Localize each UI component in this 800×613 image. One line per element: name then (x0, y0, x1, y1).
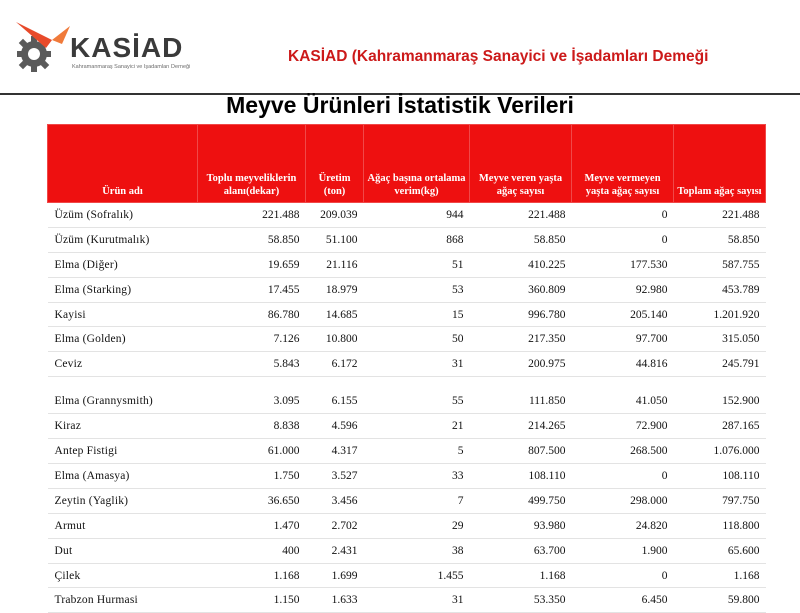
product-name-cell: Ceviz (48, 352, 198, 377)
value-cell: 31 (364, 352, 470, 377)
logo-tagline: Kahramanmaraş Sanayici ve İşadamları Derneği (72, 64, 191, 70)
page-title (0, 92, 800, 119)
value-cell: 53.350 (470, 588, 572, 613)
table-row (48, 377, 766, 414)
value-cell: 41.050 (572, 377, 674, 414)
value-cell: 1.150 (198, 588, 306, 613)
value-cell: 287.165 (674, 414, 766, 439)
value-cell: 86.780 (198, 302, 306, 327)
value-cell: 53 (364, 277, 470, 302)
value-cell: 3.527 (306, 464, 364, 489)
value-cell: 51.100 (306, 227, 364, 252)
table-row (48, 277, 766, 302)
table-row (48, 252, 766, 277)
value-cell: 360.809 (470, 277, 572, 302)
table-row (48, 302, 766, 327)
page-header (0, 0, 800, 93)
value-cell: 1.470 (198, 513, 306, 538)
value-cell: 1.699 (306, 563, 364, 588)
value-cell: 944 (364, 203, 470, 228)
value-cell: 17.455 (198, 277, 306, 302)
value-cell: 1.455 (364, 563, 470, 588)
value-cell: 58.850 (470, 227, 572, 252)
column-header-3: Ağaç başına ortalama verim(kg) (364, 125, 470, 203)
value-cell: 298.000 (572, 488, 674, 513)
product-name-cell: Çilek (48, 563, 198, 588)
value-cell: 0 (572, 203, 674, 228)
value-cell: 6.450 (572, 588, 674, 613)
value-cell: 58.850 (674, 227, 766, 252)
product-name-cell: Elma (Starking) (48, 277, 198, 302)
value-cell: 268.500 (572, 439, 674, 464)
data-table (47, 124, 766, 613)
table-row (48, 327, 766, 352)
table-row (48, 488, 766, 513)
value-cell: 1.201.920 (674, 302, 766, 327)
value-cell: 29 (364, 513, 470, 538)
table-row (48, 203, 766, 228)
value-cell: 24.820 (572, 513, 674, 538)
value-cell: 61.000 (198, 439, 306, 464)
value-cell: 2.702 (306, 513, 364, 538)
value-cell: 51 (364, 252, 470, 277)
table-row (48, 538, 766, 563)
column-header-2: Üretim (ton) (306, 125, 364, 203)
value-cell: 5 (364, 439, 470, 464)
table-row (48, 513, 766, 538)
column-header-0: Ürün adı (48, 125, 198, 203)
value-cell: 63.700 (470, 538, 572, 563)
table-row (48, 439, 766, 464)
value-cell: 400 (198, 538, 306, 563)
value-cell: 7 (364, 488, 470, 513)
value-cell: 15 (364, 302, 470, 327)
table-row (48, 464, 766, 489)
value-cell: 996.780 (470, 302, 572, 327)
value-cell: 587.755 (674, 252, 766, 277)
table-body (48, 203, 766, 613)
page-title-text: Meyve Ürünleri İstatistik Verileri (226, 92, 574, 118)
value-cell: 111.850 (470, 377, 572, 414)
table-header-row (48, 125, 766, 203)
value-cell: 868 (364, 227, 470, 252)
product-name-cell: Kiraz (48, 414, 198, 439)
value-cell: 50 (364, 327, 470, 352)
value-cell: 1.900 (572, 538, 674, 563)
product-name-cell: Üzüm (Sofralık) (48, 203, 198, 228)
value-cell: 453.789 (674, 277, 766, 302)
value-cell: 65.600 (674, 538, 766, 563)
value-cell: 4.317 (306, 439, 364, 464)
value-cell: 6.155 (306, 377, 364, 414)
value-cell: 93.980 (470, 513, 572, 538)
column-header-6: Toplam ağaç sayısı (674, 125, 766, 203)
value-cell: 7.126 (198, 327, 306, 352)
value-cell: 217.350 (470, 327, 572, 352)
product-name-cell: Armut (48, 513, 198, 538)
value-cell: 1.750 (198, 464, 306, 489)
value-cell: 245.791 (674, 352, 766, 377)
value-cell: 118.800 (674, 513, 766, 538)
value-cell: 315.050 (674, 327, 766, 352)
value-cell: 92.980 (572, 277, 674, 302)
value-cell: 36.650 (198, 488, 306, 513)
value-cell: 1.168 (674, 563, 766, 588)
value-cell: 499.750 (470, 488, 572, 513)
value-cell: 214.265 (470, 414, 572, 439)
value-cell: 1.633 (306, 588, 364, 613)
product-name-cell: Elma (Golden) (48, 327, 198, 352)
value-cell: 2.431 (306, 538, 364, 563)
product-name-cell: Antep Fistigi (48, 439, 198, 464)
column-header-4: Meyve veren yaşta ağaç sayısı (470, 125, 572, 203)
product-name-cell: Elma (Grannysmith) (48, 377, 198, 414)
value-cell: 410.225 (470, 252, 572, 277)
value-cell: 1.168 (470, 563, 572, 588)
value-cell: 55 (364, 377, 470, 414)
value-cell: 797.750 (674, 488, 766, 513)
value-cell: 33 (364, 464, 470, 489)
table-row (48, 588, 766, 613)
value-cell: 4.596 (306, 414, 364, 439)
kasiad-logo (12, 18, 222, 78)
value-cell: 72.900 (572, 414, 674, 439)
value-cell: 14.685 (306, 302, 364, 327)
value-cell: 1.076.000 (674, 439, 766, 464)
value-cell: 6.172 (306, 352, 364, 377)
product-name-cell: Trabzon Hurmasi (48, 588, 198, 613)
table-row (48, 352, 766, 377)
product-name-cell: Elma (Amasya) (48, 464, 198, 489)
organization-title: KASİAD (Kahramanmaraş Sanayici ve İşadamları Demeği (288, 48, 709, 65)
value-cell: 3.456 (306, 488, 364, 513)
logo-wordmark: KASİAD (70, 32, 184, 63)
value-cell: 58.850 (198, 227, 306, 252)
value-cell: 21.116 (306, 252, 364, 277)
value-cell: 209.039 (306, 203, 364, 228)
value-cell: 1.168 (198, 563, 306, 588)
column-header-5: Meyve vermeyen yaşta ağaç sayısı (572, 125, 674, 203)
value-cell: 21 (364, 414, 470, 439)
value-cell: 108.110 (674, 464, 766, 489)
value-cell: 221.488 (470, 203, 572, 228)
column-header-1: Toplu meyveliklerin alanı(dekar) (198, 125, 306, 203)
value-cell: 31 (364, 588, 470, 613)
table-row (48, 227, 766, 252)
value-cell: 19.659 (198, 252, 306, 277)
value-cell: 0 (572, 563, 674, 588)
value-cell: 18.979 (306, 277, 364, 302)
value-cell: 205.140 (572, 302, 674, 327)
value-cell: 0 (572, 227, 674, 252)
value-cell: 97.700 (572, 327, 674, 352)
fruit-statistics-table (47, 124, 765, 613)
value-cell: 0 (572, 464, 674, 489)
value-cell: 200.975 (470, 352, 572, 377)
value-cell: 108.110 (470, 464, 572, 489)
value-cell: 59.800 (674, 588, 766, 613)
value-cell: 3.095 (198, 377, 306, 414)
value-cell: 8.838 (198, 414, 306, 439)
value-cell: 221.488 (198, 203, 306, 228)
table-row (48, 414, 766, 439)
table-row (48, 563, 766, 588)
product-name-cell: Zeytin (Yaglik) (48, 488, 198, 513)
product-name-cell: Kayisi (48, 302, 198, 327)
gear-flame-icon (12, 18, 74, 78)
value-cell: 5.843 (198, 352, 306, 377)
value-cell: 221.488 (674, 203, 766, 228)
value-cell: 44.816 (572, 352, 674, 377)
product-name-cell: Elma (Diğer) (48, 252, 198, 277)
product-name-cell: Üzüm (Kurutmalık) (48, 227, 198, 252)
value-cell: 807.500 (470, 439, 572, 464)
value-cell: 152.900 (674, 377, 766, 414)
value-cell: 10.800 (306, 327, 364, 352)
product-name-cell: Dut (48, 538, 198, 563)
value-cell: 177.530 (572, 252, 674, 277)
value-cell: 38 (364, 538, 470, 563)
